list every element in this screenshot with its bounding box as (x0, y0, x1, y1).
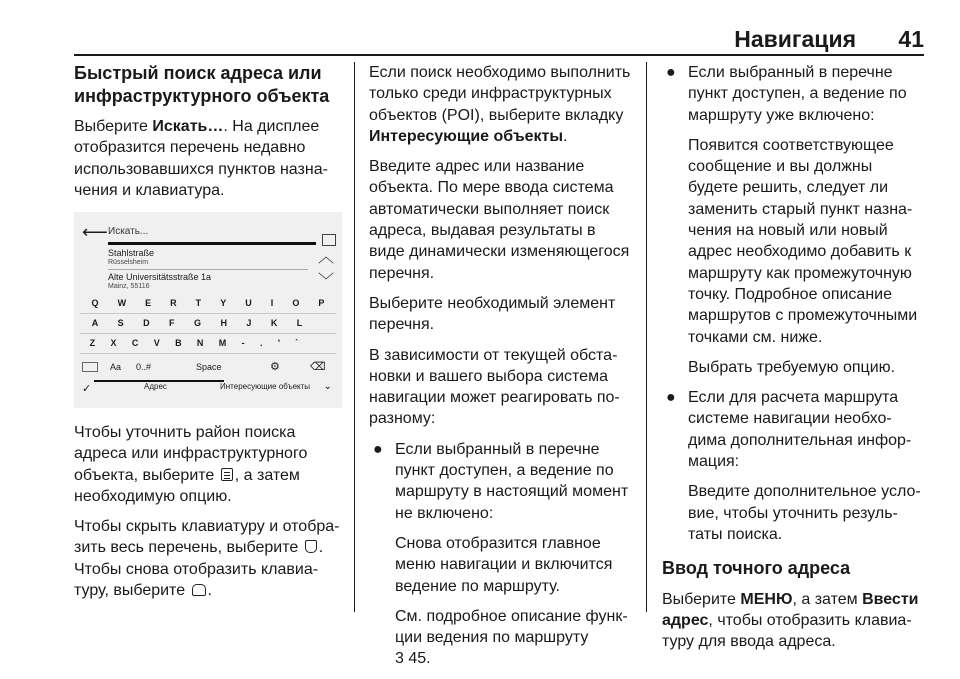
bullet-item (662, 387, 926, 472)
keyboard-key: F (169, 318, 175, 328)
text: Если выбранный в перечне пункт доступен, а ведение по маршруту уже включено: (688, 64, 907, 124)
text: Чтобы уточнить район поиска адреса или инфраструктурного объекта, выберите (74, 424, 308, 484)
hide-keyboard-icon: ⌄ (323, 381, 332, 392)
chevron-down-icon: ﹀ (317, 273, 334, 290)
result-item (108, 272, 211, 292)
keyboard-key: M (218, 338, 227, 348)
column-1 (74, 62, 344, 210)
search-field: Искать... (108, 226, 149, 237)
tab-poi: Интересующие объекты (220, 382, 311, 391)
keyboard-key: - (241, 338, 245, 348)
text: . Чтобы снова отобразить клавиа-туру, выберите (74, 539, 324, 600)
paragraph (662, 589, 926, 653)
keyboard-key: W (117, 298, 127, 308)
text: Если поиск необходимо выполнить только среди инфраструктурных объектов (POI), выберите вкладку (369, 64, 631, 124)
keyboard-key: C (131, 338, 139, 348)
keyboard-key: D (143, 318, 150, 328)
keyboard-row (74, 314, 342, 332)
keyboard-key: V (153, 338, 160, 348)
checkmark-icon: ✓ (82, 383, 92, 395)
search-underline (108, 242, 316, 245)
result-subtitle: Rüsselsheim (108, 259, 149, 266)
back-arrow-icon: ⟵ (82, 222, 108, 242)
result-item (108, 248, 154, 268)
text: , чтобы отобразить клавиа-туру для ввода адреса. (662, 612, 912, 651)
keyboard-key: R (170, 298, 177, 308)
keyboard-key: O (292, 298, 300, 308)
navigation-search-screenshot (74, 212, 342, 408)
text: Выберите (74, 118, 153, 135)
paragraph (369, 62, 635, 147)
chevron-up-icon: ︿ (317, 249, 334, 266)
keyboard-key: A (91, 318, 99, 328)
key-symbols: 0..# (136, 362, 152, 372)
page-title: Навигация (734, 26, 856, 52)
column-divider (354, 62, 355, 612)
key-space: Space (196, 362, 222, 372)
result-title: Alte Universitätsstraße 1a (108, 272, 212, 282)
result-title: Stahlstraße (108, 248, 155, 258)
column-1-lower (74, 422, 346, 610)
keyboard-row (74, 294, 342, 312)
result-subtitle: Mainz, 55116 (108, 283, 150, 290)
keyboard-key: G (193, 318, 201, 328)
menu-term: Ввести адрес (662, 590, 919, 630)
text: , а затем необходимую опцию. (74, 466, 300, 505)
bullet-detail: Появится соответствующее сообщение и вы должны будете решить, следует ли заменить старый пункт назна-чения на новый или новый адрес необходимо добавить к маршруту как промежуточную точку. Подробное описание маршрутов с промежуточными точками см. ниже. (688, 136, 918, 346)
keyboard-key: Y (220, 298, 227, 308)
keyboard-key: Q (91, 298, 99, 308)
text: См. подробное описание функ-ции ведения по маршруту (395, 607, 628, 647)
menu-term: МЕНЮ (740, 590, 793, 608)
keyboard-key: J (246, 318, 252, 328)
bullet-item (369, 439, 635, 524)
keyboard-row (74, 334, 342, 352)
divider (80, 353, 336, 354)
menu-term: Интересующие объекты (369, 127, 564, 145)
paragraph: Введите адрес или название объекта. По мере ввода система автоматически выполняет поиск адреса, выдавая результаты в виде динамически изменяющегося перечня. (369, 158, 630, 282)
divider (108, 269, 308, 270)
header-rule (74, 54, 924, 56)
bullet-detail: Введите дополнительное усло-вие, чтобы уточнить резуль-таты поиска. (688, 483, 921, 543)
text: Чтобы скрыть клавиатуру и отобра-зить весь перечень, выберите (74, 518, 340, 557)
keyboard-key: ' (277, 338, 280, 348)
bullet-detail (369, 606, 635, 670)
bullet-detail: Выбрать требуемую опцию. (688, 358, 896, 376)
text: Если для расчета маршрута системе навигации необхо-дима дополнительная инфор-мация: (688, 389, 912, 471)
text: Если выбранный в перечне пункт доступен, а ведение по маршруту в настоящий момент не включено: (395, 440, 629, 522)
backspace-icon: ⌫ (310, 361, 326, 373)
keyboard-key: E (145, 298, 152, 308)
hide-keyboard-icon (305, 540, 317, 553)
bullet-icon: ● (373, 440, 383, 458)
keyboard-key: K (270, 318, 278, 328)
page-reference: 3 45. (395, 650, 431, 668)
bullet-item (662, 62, 926, 126)
keyboard-key: ` (295, 338, 299, 348)
column-2 (369, 62, 635, 679)
keyboard-key: B (175, 338, 182, 348)
keyboard-key: Z (89, 338, 96, 348)
paragraph (74, 116, 344, 201)
keyboard-key: H (220, 318, 227, 328)
show-keyboard-icon (192, 584, 206, 596)
column-3 (662, 62, 926, 662)
keyboard-key: T (195, 298, 202, 308)
menu-term: Искать… (152, 118, 224, 135)
keyboard-key: . (259, 338, 263, 348)
paragraph (74, 516, 346, 601)
text: . На дисплее отобразится перечень недавно использовавшихся пунктов назна-чения и клавиатура. (74, 118, 328, 199)
tab-address: Адрес (144, 382, 167, 391)
key-case: Aa (110, 362, 122, 372)
keyboard-icon (221, 468, 233, 481)
page-number: 41 (898, 26, 924, 52)
keyboard-key: P (318, 298, 325, 308)
text: . (207, 582, 212, 600)
text: Выберите (662, 590, 741, 608)
section-heading: Ввод точного адреса (662, 558, 851, 579)
bullet-detail: Снова отобразится главное меню навигации и включится ведение по маршруту. (395, 534, 613, 595)
keyboard-key: I (270, 298, 274, 308)
keyboard-key: U (245, 298, 252, 308)
tab-bar (74, 376, 342, 398)
text: . (563, 127, 568, 145)
keyboard-icon (82, 362, 98, 372)
keyboard-key: N (196, 338, 204, 348)
text: , а затем (792, 590, 863, 608)
keyboard-key: S (117, 318, 124, 328)
keyboard-key: X (110, 338, 117, 348)
bullet-icon: ● (666, 389, 676, 407)
paragraph (74, 422, 346, 507)
filter-icon: ⚙ (270, 361, 280, 373)
paragraph: В зависимости от текущей обста-новки и вашего выбора система навигации может реагировать по-разному: (369, 346, 620, 428)
column-divider (646, 62, 647, 612)
bullet-icon: ● (666, 64, 676, 81)
paragraph: Выберите необходимый элемент перечня. (369, 294, 616, 334)
section-heading: Быстрый поиск адреса или инфраструктурного объекта (74, 63, 330, 106)
keyboard-key: L (296, 318, 303, 328)
